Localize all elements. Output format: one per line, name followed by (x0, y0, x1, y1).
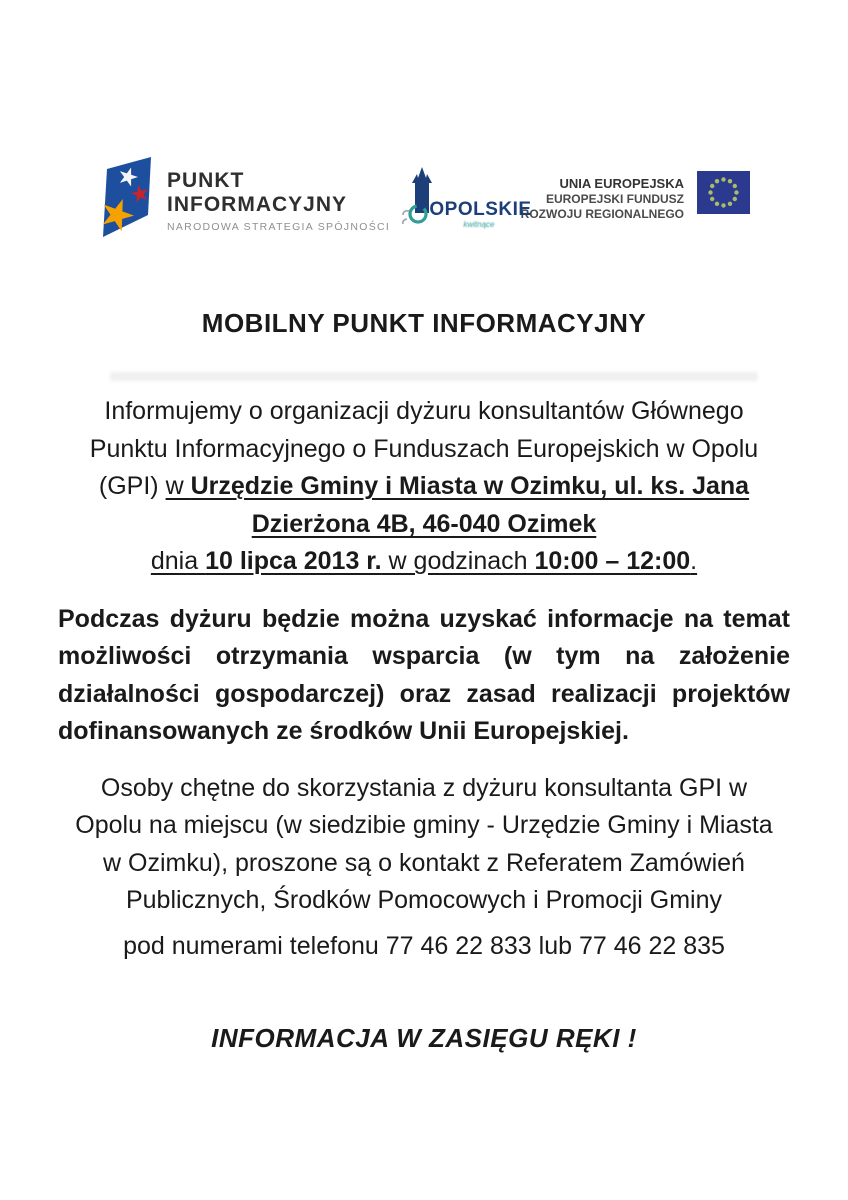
intro-venue-part2: Dzierżona 4B, 46-040 Ozimek (251, 509, 597, 538)
header-logos (95, 153, 750, 241)
intro-line-5 (40, 543, 808, 581)
nss-title-line1: PUNKT (167, 169, 245, 192)
contact-paragraph (40, 770, 808, 920)
intro-hours-prefix: w godzinach (381, 547, 535, 575)
intro-hours: 10:00 – 12:00 (534, 547, 691, 575)
opolskie-tagline: kwitnące (463, 220, 495, 229)
details-line-2: możliwości otrzymania wsparcia (w tym na założenie (58, 642, 790, 670)
opolskie-name: OPOLSKIE (429, 199, 532, 220)
intro-line-1: Informujemy o organizacji dyżuru konsultantów Głównego (104, 397, 744, 425)
eu-fund-line1: EUROPEJSKI FUNDUSZ (545, 192, 684, 206)
intro-paragraph (40, 393, 808, 581)
eu-text (521, 176, 684, 222)
details-line-4: dofinansowanych ze środków Unii Europejskiej. (58, 717, 629, 745)
scan-artifact (110, 372, 758, 381)
nss-subtitle: NARODOWA STRATEGIA SPÓJNOŚCI (167, 221, 391, 233)
contact-line-2: Opolu na miejscu (w siedzibie gminy - Urzędzie Gminy i Miasta (75, 811, 773, 839)
eu-fund-line2: ROZWOJU REGIONALNEGO (520, 207, 684, 221)
intro-date-prefix: dnia (150, 547, 206, 575)
eu-flag-icon (697, 171, 750, 214)
page-title: MOBILNY PUNKT INFORMACYJNY (201, 308, 647, 338)
nss-logo (95, 153, 390, 241)
eu-logo (521, 171, 750, 222)
nss-flag-icon (95, 153, 155, 241)
intro-venue-part1: Urzędzie Gminy i Miasta w Ozimku, ul. ks. Jana (190, 472, 750, 500)
phone-line: pod numerami telefonu 77 46 22 833 lub 77 46 22 835 (123, 931, 725, 960)
intro-gpi: (GPI) (98, 472, 166, 500)
contact-line-4: Publicznych, Środków Pomocowych i Promocji Gminy (125, 886, 723, 914)
intro-line-2: Punktu Informacyjnego o Funduszach Europejskich w Opolu (89, 434, 759, 463)
details-line-3: działalności gospodarczej) oraz zasad realizacji projektów (58, 679, 790, 708)
details-line-1: Podczas dyżuru będzie można uzyskać informacje na temat (58, 604, 790, 633)
intro-date: 10 lipca 2013 r. (205, 547, 382, 575)
details-paragraph (58, 601, 790, 751)
contact-line-1: Osoby chętne do skorzystania z dyżuru konsultanta GPI w (100, 773, 748, 802)
intro-period: . (690, 547, 698, 575)
intro-line-4 (40, 506, 808, 544)
opolskie-logo (401, 167, 532, 231)
nss-title-line2: INFORMACYJNY (167, 193, 348, 216)
intro-line-3 (40, 468, 808, 506)
footer-slogan: INFORMACJA W ZASIĘGU RĘKI ! (211, 1023, 637, 1053)
intro-venue-connector: w (165, 472, 191, 500)
contact-line-3: w Ozimku), proszone są o kontakt z Referatem Zamówień (103, 848, 745, 877)
nss-text (167, 169, 390, 233)
eu-title: UNIA EUROPEJSKA (559, 176, 684, 191)
